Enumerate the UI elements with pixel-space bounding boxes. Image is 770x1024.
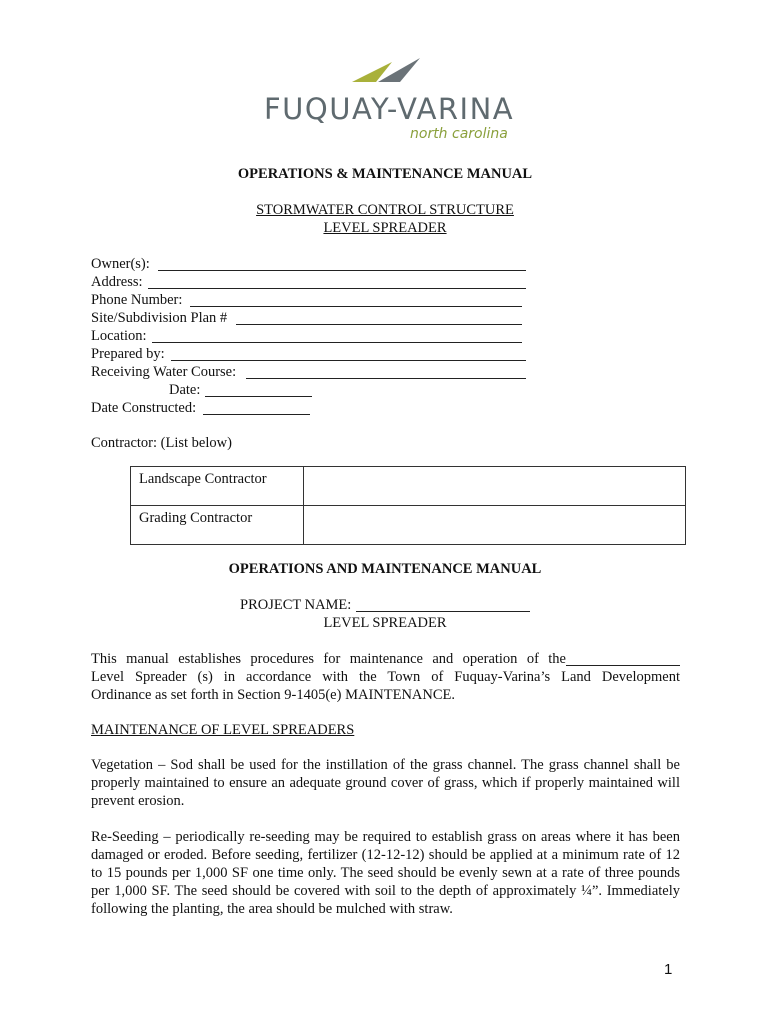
intro-line2: Level Spreader (s) in accordance with the Town of Fuquay-Varina’s Land Development <box>91 669 680 685</box>
page-number: 1 <box>664 961 673 978</box>
intro-line3: Ordinance as set forth in Section 9-1405(e) MAINTENANCE. <box>91 687 456 703</box>
intro-line1: This manual establishes procedures for maintenance and operation of the <box>91 651 566 667</box>
owner-label: Owner(s): <box>91 256 150 272</box>
contractor-name: Grading Contractor <box>131 506 304 545</box>
site-plan-label: Site/Subdivision Plan # <box>91 310 228 326</box>
maintenance-heading: MAINTENANCE OF LEVEL SPREADERS <box>91 722 355 738</box>
contractor-label: Contractor: (List below) <box>91 435 232 451</box>
page-subtitle-line1: STORMWATER CONTROL STRUCTURE <box>256 202 514 218</box>
owner-field[interactable] <box>158 270 526 271</box>
phone-field[interactable] <box>190 306 522 307</box>
reseeding-paragraph: Re-Seeding – periodically re-seeding may be required to establish grass on areas where it has been damaged or eroded. Before seeding, fertilizer (12-12-12) should be applied at a minimum rate of 12 to 15 pounds per 1,000 SF one time only. The seed should be evenly sewn at a rate of three pounds per 1,000 SF. The seed should be covered with soil to the depth of approximately ¼”. Immediately following the planting, the area should be mulched with straw. <box>91 829 680 917</box>
town-logo <box>262 56 515 146</box>
phone-label: Phone Number: <box>91 292 183 308</box>
logo-name: FUQUAY-VARINA <box>264 92 515 126</box>
project-name-label: PROJECT NAME: <box>240 597 352 613</box>
page-title: OPERATIONS & MAINTENANCE MANUAL <box>237 166 533 182</box>
section-title: OPERATIONS AND MAINTENANCE MANUAL <box>228 561 542 577</box>
contractor-table <box>130 466 686 545</box>
intro-blank-field[interactable] <box>566 665 680 666</box>
date-field[interactable] <box>205 396 312 397</box>
contractor-value-field[interactable] <box>304 467 686 506</box>
site-plan-field[interactable] <box>236 324 522 325</box>
logo-mark-icon <box>352 56 422 86</box>
table-row <box>131 467 686 506</box>
prepared-by-field[interactable] <box>171 360 526 361</box>
address-field[interactable] <box>148 288 526 289</box>
contractor-name: Landscape Contractor <box>131 467 304 506</box>
page-subtitle-line2: LEVEL SPREADER <box>323 220 447 236</box>
prepared-by-label: Prepared by: <box>91 346 165 362</box>
table-row <box>131 506 686 545</box>
date-label: Date: <box>169 382 201 398</box>
water-course-label: Receiving Water Course: <box>91 364 237 380</box>
project-name-field[interactable] <box>356 611 530 612</box>
location-field[interactable] <box>152 342 522 343</box>
vegetation-paragraph: Vegetation – Sod shall be used for the instillation of the grass channel. The grass channel shall be properly maintained to ensure an adequate ground cover of grass, which if properly maintained will prevent erosion. <box>91 757 680 809</box>
water-course-field[interactable] <box>246 378 526 379</box>
logo-subtitle: north carolina <box>410 126 508 142</box>
project-subtitle: LEVEL SPREADER <box>323 615 447 631</box>
address-label: Address: <box>91 274 143 290</box>
date-constructed-field[interactable] <box>203 414 310 415</box>
location-label: Location: <box>91 328 147 344</box>
date-constructed-label: Date Constructed: <box>91 400 197 416</box>
contractor-value-field[interactable] <box>304 506 686 545</box>
